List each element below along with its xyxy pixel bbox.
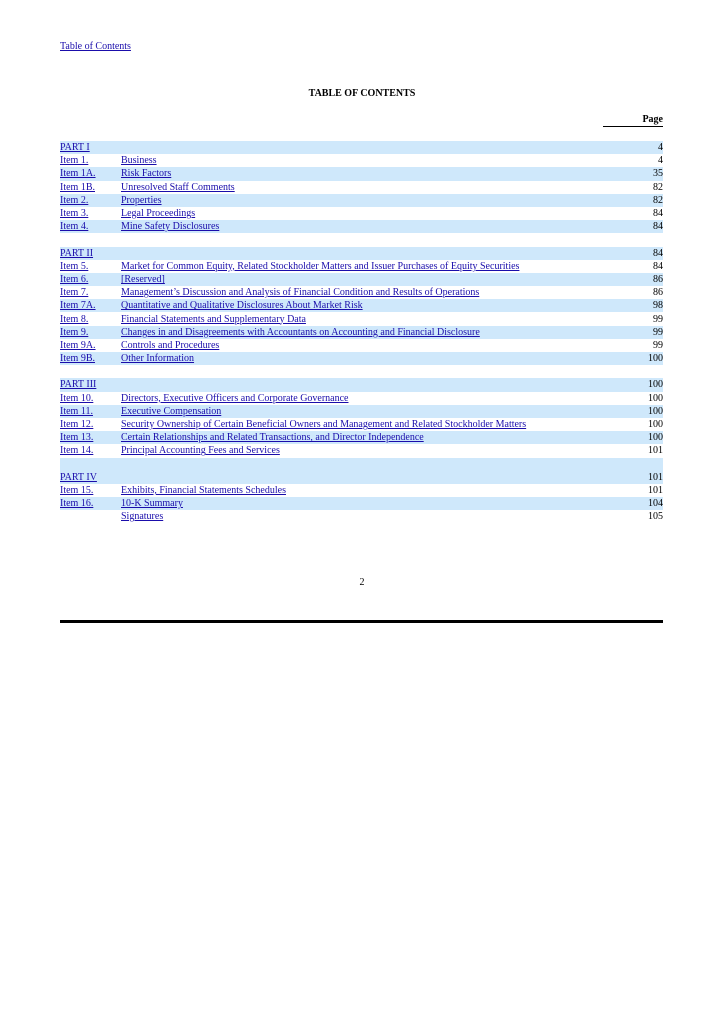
toc-part-row <box>60 378 663 391</box>
item-title-link[interactable]: 10-K Summary <box>121 498 183 510</box>
spacer-row <box>60 233 663 246</box>
page-number: 2 <box>359 577 365 588</box>
toc-item-row <box>60 286 663 299</box>
toc-item-row <box>60 326 663 339</box>
toc-item-row <box>60 312 663 325</box>
toc-item-row <box>60 352 663 365</box>
item-number-link[interactable]: Item 1B. <box>60 181 95 193</box>
item-page: 101 <box>648 445 663 457</box>
item-page: 84 <box>653 208 663 220</box>
item-title-link[interactable]: Quantitative and Qualitative Disclosures About Market Risk <box>121 300 363 312</box>
item-title-link[interactable]: Security Ownership of Certain Beneficial Owners and Management and Related Stockholder Matters <box>121 419 527 431</box>
item-number-link[interactable]: Item 15. <box>60 484 94 496</box>
item-number-link[interactable]: Item 4. <box>60 221 89 233</box>
item-page: 4 <box>658 155 663 167</box>
item-title-link[interactable]: Market for Common Equity, Related Stockholder Matters and Issuer Purchases of Equity Securities <box>121 260 520 272</box>
item-page: 99 <box>623 326 663 339</box>
toc-item-row <box>60 260 663 273</box>
toc-item-row <box>60 497 663 510</box>
item-title-link[interactable]: Business <box>121 155 157 167</box>
toc-item-row <box>60 273 663 286</box>
toc-item-row <box>60 299 663 312</box>
page-column-header: Page <box>603 114 663 127</box>
item-title-link[interactable]: Legal Proceedings <box>121 208 196 220</box>
toc-part-row <box>60 471 663 484</box>
toc-part-row <box>60 141 663 154</box>
toc-item-row <box>60 339 663 352</box>
item-page: 82 <box>623 194 663 207</box>
item-number-link[interactable]: Item 3. <box>60 208 89 220</box>
toc-table <box>60 141 663 523</box>
item-page: 86 <box>623 273 663 286</box>
spacer-row <box>60 458 663 471</box>
item-number-link[interactable]: Item 12. <box>60 419 94 431</box>
item-page: 100 <box>648 392 663 404</box>
item-page: 100 <box>648 419 663 431</box>
item-number-link[interactable]: Item 9. <box>60 326 89 338</box>
toc-item-row <box>60 510 663 523</box>
item-title-link[interactable]: Executive Compensation <box>121 405 222 417</box>
item-title-link[interactable]: Signatures <box>121 511 164 523</box>
toc-item-row <box>60 444 663 457</box>
part-link[interactable]: PART II <box>60 247 94 259</box>
item-page: 84 <box>623 220 663 233</box>
toc-item-row <box>60 418 663 431</box>
item-title-link[interactable]: Risk Factors <box>121 168 172 180</box>
toc-item-row <box>60 405 663 418</box>
item-number-link[interactable]: Item 13. <box>60 432 94 444</box>
item-page: 101 <box>648 484 663 496</box>
toc-item-row <box>60 392 663 405</box>
part-page: 84 <box>623 247 663 260</box>
item-title-link[interactable]: Controls and Procedures <box>121 339 220 351</box>
item-page: 105 <box>648 511 663 523</box>
item-page: 35 <box>623 167 663 180</box>
item-title-link[interactable]: Properties <box>121 194 162 206</box>
toc-item-row <box>60 181 663 194</box>
item-title-link[interactable]: Directors, Executive Officers and Corporate Governance <box>121 392 349 404</box>
part-link[interactable]: PART IV <box>60 471 97 483</box>
toc-item-row <box>60 431 663 444</box>
table-of-contents-link[interactable]: Table of Contents <box>60 41 131 52</box>
toc-item-row <box>60 194 663 207</box>
item-number-link[interactable]: Item 7. <box>60 287 89 299</box>
item-title-link[interactable]: Other Information <box>121 353 195 365</box>
item-number-link[interactable]: Item 5. <box>60 260 89 272</box>
item-number-link[interactable]: Item 7A. <box>60 300 96 312</box>
item-title-link[interactable]: Exhibits, Financial Statements Schedules <box>121 484 286 496</box>
item-page: 99 <box>653 313 663 325</box>
part-page: 100 <box>623 378 663 391</box>
item-page: 100 <box>623 405 663 418</box>
item-page: 99 <box>653 339 663 351</box>
item-number-link[interactable]: Item 9A. <box>60 339 96 351</box>
page-divider <box>60 620 663 623</box>
item-page: 98 <box>623 299 663 312</box>
item-number-link[interactable]: Item 2. <box>60 194 89 206</box>
item-number-link[interactable]: Item 14. <box>60 445 94 457</box>
item-number-link[interactable]: Item 16. <box>60 498 94 510</box>
item-page: 84 <box>653 260 663 272</box>
item-title-link[interactable]: Certain Relationships and Related Transactions, and Director Independence <box>121 432 424 444</box>
part-link[interactable]: PART III <box>60 379 97 391</box>
item-title-link[interactable]: Changes in and Disagreements with Accountants on Accounting and Financial Disclosure <box>121 326 480 338</box>
item-page: 104 <box>623 497 663 510</box>
item-title-link[interactable]: Principal Accounting Fees and Services <box>121 445 280 457</box>
item-page: 100 <box>623 352 663 365</box>
item-page: 86 <box>653 287 663 299</box>
item-page: 100 <box>623 431 663 444</box>
item-number-link[interactable]: Item 6. <box>60 273 89 285</box>
toc-item-row <box>60 167 663 180</box>
part-link[interactable]: PART I <box>60 142 90 154</box>
item-title-link[interactable]: Management’s Discussion and Analysis of Financial Condition and Results of Operations <box>121 287 480 299</box>
item-number-link[interactable]: Item 11. <box>60 405 93 417</box>
item-number-link[interactable]: Item 1. <box>60 155 89 167</box>
part-page: 4 <box>623 141 663 154</box>
item-number-link[interactable]: Item 9B. <box>60 353 95 365</box>
spacer-row <box>60 365 663 378</box>
item-number-link[interactable]: Item 1A. <box>60 168 96 180</box>
item-page: 82 <box>653 181 663 193</box>
toc-item-row <box>60 207 663 220</box>
item-title-link[interactable]: Financial Statements and Supplementary Data <box>121 313 306 325</box>
item-title-link[interactable]: [Reserved] <box>121 273 165 285</box>
item-number-link[interactable]: Item 10. <box>60 392 94 404</box>
page-title: TABLE OF CONTENTS <box>308 88 416 99</box>
toc-item-row <box>60 220 663 233</box>
toc-part-row <box>60 247 663 260</box>
part-page: 101 <box>623 471 663 484</box>
item-number-link[interactable]: Item 8. <box>60 313 89 325</box>
item-title-link[interactable]: Mine Safety Disclosures <box>121 221 220 233</box>
toc-item-row <box>60 484 663 497</box>
toc-item-row <box>60 154 663 167</box>
item-title-link[interactable]: Unresolved Staff Comments <box>121 181 235 193</box>
